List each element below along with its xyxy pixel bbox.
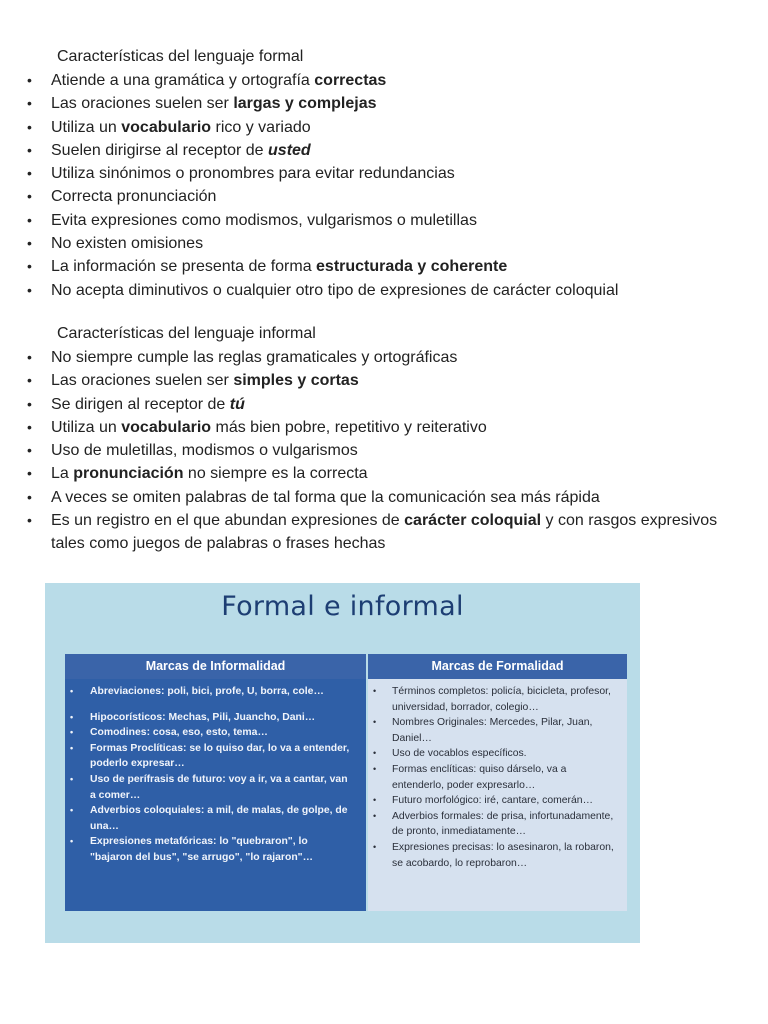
item-text: Se dirigen al receptor de xyxy=(51,395,230,413)
bullet-icon: • xyxy=(27,211,32,228)
bullet-icon: • xyxy=(27,141,32,158)
item-text: Correcta pronunciación xyxy=(51,188,217,206)
bullet-icon: • xyxy=(27,349,32,365)
item-text: Adverbios coloquiales: a mil, de malas, de golpe, de una… xyxy=(90,805,348,832)
item-text: vocabulario xyxy=(121,418,212,436)
item-text: Las oraciones suelen ser xyxy=(51,95,234,113)
bullet-icon: • xyxy=(27,442,32,459)
item-text: La información se presenta de forma xyxy=(51,258,317,276)
bullet-icon: • xyxy=(70,711,74,722)
item-text: No existen omisiones xyxy=(51,235,204,253)
bullet-icon: • xyxy=(27,465,32,482)
informality-list xyxy=(65,684,366,866)
bullet-icon: • xyxy=(27,258,32,275)
formal-informal-figure xyxy=(45,583,640,943)
bullet-icon: • xyxy=(27,165,32,182)
item-text: Evita expresiones como modismos, vulgarismos o muletillas xyxy=(51,211,477,229)
formality-item xyxy=(368,793,627,809)
formality-item xyxy=(368,840,627,871)
formality-item xyxy=(368,715,627,746)
list-item xyxy=(0,369,768,392)
informal-heading: Características del lenguaje informal xyxy=(57,325,316,342)
informality-item xyxy=(65,710,366,726)
bullet-icon: • xyxy=(27,118,32,135)
bullet-icon: • xyxy=(27,512,32,529)
item-text: Las oraciones suelen ser xyxy=(51,372,234,390)
list-item xyxy=(0,486,768,509)
informality-column xyxy=(65,654,366,911)
bullet-icon: • xyxy=(373,841,377,852)
item-text: La xyxy=(51,465,74,483)
list-item xyxy=(0,92,768,115)
item-text: Formas enclíticas: quiso dárselo, va a entenderlo, poder expresarlo… xyxy=(392,763,567,791)
item-text: no siempre es la correcta xyxy=(183,465,368,483)
item-text: carácter coloquial xyxy=(404,512,542,530)
bullet-icon: • xyxy=(27,95,32,112)
item-text: simples y cortas xyxy=(233,372,359,390)
item-text: largas y complejas xyxy=(233,95,377,113)
item-text: Adverbios formales: de prisa, infortunadamente, de pronto, inmediatamente… xyxy=(392,810,614,838)
list-item xyxy=(0,69,768,92)
item-text: Utiliza un xyxy=(51,418,122,436)
formality-item xyxy=(368,809,627,840)
item-text: Futuro morfológico: iré, cantare, comerán… xyxy=(392,795,593,807)
bullet-icon: • xyxy=(373,748,377,759)
item-text: A veces se omiten palabras de tal forma que la comunicación sea más rápida xyxy=(51,488,600,506)
list-item xyxy=(0,439,768,462)
bullet-icon: • xyxy=(373,686,377,696)
bullet-icon: • xyxy=(27,372,32,389)
bullet-icon: • xyxy=(27,235,32,252)
item-text: No acepta diminutivos o cualquier otro tipo de expresiones de carácter coloquial xyxy=(51,281,619,299)
list-item xyxy=(0,162,768,185)
item-text: Uso de muletillas, modismos o vulgarismos xyxy=(51,442,358,460)
informality-item xyxy=(65,834,366,865)
list-item xyxy=(0,346,768,369)
informality-item xyxy=(65,741,366,772)
bullet-icon: • xyxy=(27,188,32,205)
item-text: Expresiones metafóricas: lo "quebraron", lo "bajaron del bus", "se arrugo", "lo rajaron"… xyxy=(90,836,313,863)
informality-item xyxy=(65,684,366,700)
item-text: Utiliza un xyxy=(51,118,122,136)
item-text: más bien pobre, repetitivo y reiterativo xyxy=(211,418,487,436)
item-text: Es un registro en el que abundan expresiones de xyxy=(51,512,405,530)
bullet-icon: • xyxy=(27,72,32,88)
bullet-icon: • xyxy=(27,418,32,435)
informality-item xyxy=(65,772,366,803)
list-item xyxy=(0,139,768,162)
bullet-icon: • xyxy=(70,742,74,753)
item-text: tú xyxy=(229,395,245,413)
formality-header: Marcas de Formalidad xyxy=(368,654,627,679)
item-text: Atiende a una gramática y ortografía xyxy=(51,72,315,89)
item-text: correctas xyxy=(314,72,387,89)
item-text: Uso de vocablos específicos. xyxy=(392,748,527,760)
item-text: y con rasgos expresivos tales como juegos de palabras o frases hechas xyxy=(51,512,718,553)
bullet-icon: • xyxy=(70,773,74,784)
item-text: vocabulario xyxy=(121,118,212,136)
item-text: No siempre cumple las reglas gramaticales y ortográficas xyxy=(51,349,458,366)
formality-item xyxy=(368,746,627,762)
list-item xyxy=(0,116,768,139)
list-item xyxy=(0,393,768,416)
item-text: estructurada y coherente xyxy=(316,258,508,276)
formality-list xyxy=(368,684,627,871)
item-text: rico y variado xyxy=(211,118,311,136)
bullet-icon: • xyxy=(373,763,377,774)
list-item xyxy=(0,509,768,556)
informal-list xyxy=(0,346,768,556)
item-text: Nombres Originales: Mercedes, Pilar, Juan, Daniel… xyxy=(392,717,593,744)
list-item xyxy=(0,279,768,302)
list-item xyxy=(0,255,768,278)
item-text: Suelen dirigirse al receptor de xyxy=(51,141,269,159)
bullet-icon: • xyxy=(373,795,377,806)
formality-item xyxy=(368,684,627,715)
informality-item xyxy=(65,803,366,834)
bullet-icon: • xyxy=(70,686,74,696)
bullet-icon: • xyxy=(27,488,32,505)
figure-title: Formal e informal xyxy=(221,591,464,622)
item-text: Términos completos: policía, bicicleta, profesor, universidad, borrador, colegio… xyxy=(392,686,611,713)
bullet-icon: • xyxy=(70,836,74,847)
bullet-icon: • xyxy=(373,717,377,728)
comparison-table xyxy=(65,654,627,911)
item-text: Hipocorísticos: Mechas, Pili, Juancho, Dani… xyxy=(90,711,316,723)
item-text: Expresiones precisas: lo asesinaron, la robaron, se acobardo, lo reprobaron… xyxy=(392,841,614,869)
bullet-icon: • xyxy=(373,810,377,821)
item-text: Utiliza sinónimos o pronombres para evitar redundancias xyxy=(51,165,455,183)
list-item xyxy=(0,416,768,439)
bullet-icon: • xyxy=(27,281,32,298)
formal-heading: Características del lenguaje formal xyxy=(57,48,304,65)
formality-column xyxy=(368,654,627,911)
list-item xyxy=(0,185,768,208)
item-text: Formas Proclíticas: se lo quiso dar, lo va a entender, poderlo expresar… xyxy=(90,742,350,770)
bullet-icon: • xyxy=(70,805,74,816)
informality-item xyxy=(65,725,366,741)
list-item xyxy=(0,232,768,255)
bullet-icon: • xyxy=(70,727,74,738)
informality-header: Marcas de Informalidad xyxy=(65,654,366,679)
list-item xyxy=(0,209,768,232)
bullet-icon: • xyxy=(27,395,32,412)
item-text: Uso de perífrasis de futuro: voy a ir, va a cantar, van a comer… xyxy=(90,773,348,801)
formality-item xyxy=(368,762,627,793)
item-text: Abreviaciones: poli, bici, profe, U, borra, cole… xyxy=(90,686,324,697)
list-item xyxy=(0,462,768,485)
item-text: pronunciación xyxy=(73,465,184,483)
item-text: usted xyxy=(268,141,311,159)
formal-list xyxy=(0,69,768,302)
item-text: Comodines: cosa, eso, esto, tema… xyxy=(90,727,268,739)
